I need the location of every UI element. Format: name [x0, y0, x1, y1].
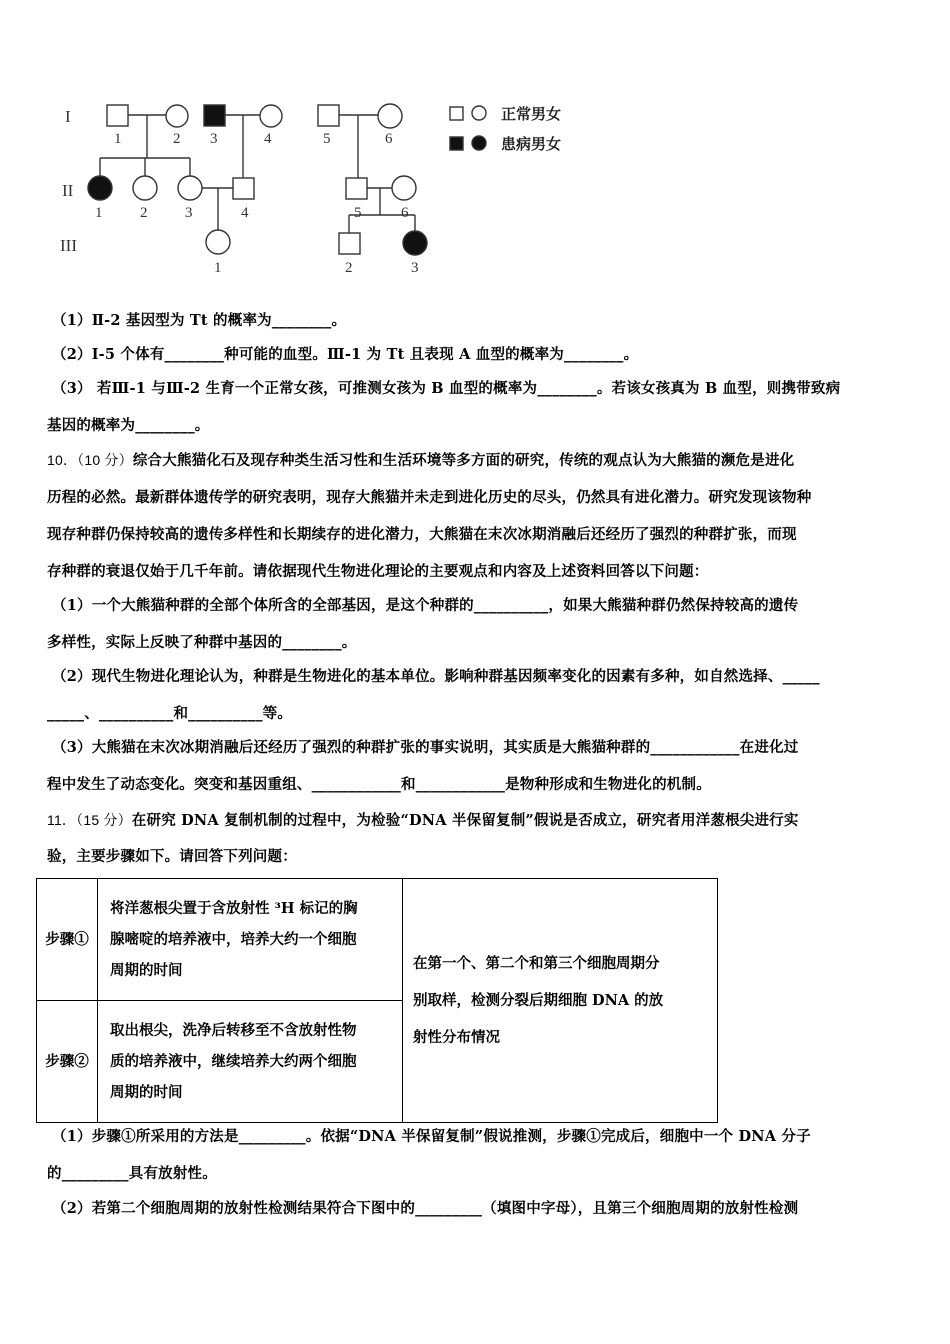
III-3-female-affected: [403, 231, 427, 255]
I-5-male: [318, 105, 339, 126]
q9-part3-line2: 基因的概率为________。: [47, 417, 210, 434]
step2-line: 周期的时间: [110, 1084, 183, 1101]
legend-normal-label: 正常男女: [501, 105, 562, 123]
I-6-female: [378, 104, 402, 128]
step1-line: 腺嘧啶的培养液中，培养大约一个细胞: [110, 931, 357, 948]
step1-content: [98, 879, 403, 1001]
step2-content: [98, 1001, 403, 1123]
id-label: 5: [323, 131, 331, 147]
id-label: 2: [140, 205, 148, 221]
detection-line: 在第一个、第二个和第三个细胞周期分: [413, 955, 660, 972]
I-3-male-affected: [204, 105, 225, 126]
id-label: 6: [385, 131, 393, 147]
II-4-male: [233, 178, 254, 199]
pedigree-diagram: [40, 90, 600, 285]
q11-number: 11．（15 分）: [47, 812, 132, 828]
q10-intro-text: 综合大熊猫化石及现存种类生活习性和生活环境等多方面的研究，传统的观点认为大熊猫的濒危是进化: [132, 452, 795, 469]
II-6-female: [392, 176, 416, 200]
legend-normal-female-icon: [472, 106, 486, 120]
I-1-male: [107, 105, 128, 126]
q11-intro-text: 在研究 DNA 复制机制的过程中，为检验“DNA 半保留复制”假说是否成立，研究者用洋葱根尖进行实: [131, 812, 799, 829]
step2-line: 取出根尖，洗净后转移至不含放射性物: [110, 1022, 357, 1039]
q10-part2-line2: _____、__________和__________等。: [47, 705, 293, 722]
id-label: 3: [210, 131, 218, 147]
q10-number: 10．（10 分）: [47, 452, 133, 468]
II-3-female: [178, 176, 202, 200]
q9-part2: （2）Ⅰ-5 个体有________种可能的血型。Ⅲ-1 为 Tt 且表现 A 血型的概率为________。: [52, 346, 639, 363]
q10-part1-line1: （1）一个大熊猫种群的全部个体所含的全部基因，是这个种群的__________，如果大熊猫种群仍然保持较高的遗传: [52, 597, 799, 614]
step2-line: 质的培养液中，继续培养大约两个细胞: [110, 1053, 357, 1070]
III-2-male: [339, 233, 360, 254]
id-label: 6: [401, 205, 409, 221]
experiment-steps-table: [36, 878, 718, 1123]
q9-part1: （1）Ⅱ-2 基因型为 Tt 的概率为________。: [52, 312, 347, 329]
q10-intro-line1: [47, 450, 917, 471]
II-5-male: [346, 178, 367, 199]
q11-part1-line2: 的_________具有放射性。: [47, 1165, 217, 1182]
q10-intro-line4: 存种群的衰退仅始于几千年前。请依据现代生物进化理论的主要观点和内容及上述资料回答以下问题：: [47, 563, 709, 580]
legend-affected-male-icon: [450, 137, 463, 150]
detection-line: 别取样，检测分裂后期细胞 DNA 的放: [413, 992, 664, 1009]
q10-part1-line2: 多样性，实际上反映了种群中基因的________。: [47, 634, 357, 651]
id-label: 3: [411, 260, 419, 276]
gen-label: I: [65, 107, 71, 126]
detection-line: 射性分布情况: [413, 1029, 500, 1046]
id-label: 3: [185, 205, 193, 221]
legend-normal-male-icon: [450, 107, 463, 120]
q9-part3-line1: （3） 若Ⅲ-1 与Ⅲ-2 生育一个正常女孩，可推测女孩为 B 血型的概率为________。若该女孩真为 B 血型，则携带致病: [52, 380, 841, 397]
q11-intro-line1: [47, 810, 917, 831]
gen-label: III: [60, 236, 77, 255]
q11-part2-line1: （2）若第二个细胞周期的放射性检测结果符合下图中的_________（填图中字母），且第三个细胞周期的放射性检测: [52, 1200, 799, 1217]
step1-line: 将洋葱根尖置于含放射性 ³H 标记的胸: [110, 900, 358, 917]
q10-part3-line2: 程中发生了动态变化。突变和基因重组、____________和____________是物种形成和生物进化的机制。: [47, 776, 711, 793]
id-label: 4: [241, 205, 249, 221]
II-1-female-affected: [88, 176, 112, 200]
table-row: [37, 879, 718, 1001]
id-label: 1: [214, 260, 222, 276]
legend-affected-label: 患病男女: [501, 135, 562, 153]
step1-label: 步骤①: [37, 879, 98, 1001]
I-2-female: [166, 105, 188, 127]
q10-intro-line2: 历程的必然。最新群体遗传学的研究表明，现存大熊猫并未走到进化历史的尽头，仍然具有进化潜力。研究发现该物种: [47, 489, 812, 506]
q10-intro-line3: 现存种群仍保持较高的遗传多样性和长期续存的进化潜力，大熊猫在末次冰期消融后还经历了强烈的种群扩张，而现: [47, 526, 797, 543]
id-label: 2: [173, 131, 181, 147]
legend-affected-female-icon: [472, 136, 486, 150]
id-label: 4: [264, 131, 272, 147]
id-label: 1: [95, 205, 103, 221]
q11-intro-line2: 验，主要步骤如下。请回答下列问题：: [47, 848, 297, 865]
II-2-female: [133, 176, 157, 200]
step1-line: 周期的时间: [110, 962, 183, 979]
q10-part2-line1: （2）现代生物进化理论认为，种群是生物进化的基本单位。影响种群基因频率变化的因素有多种，如自然选择、_____: [52, 668, 820, 685]
id-label: 1: [114, 131, 122, 147]
I-4-female: [260, 105, 282, 127]
III-1-female: [206, 230, 230, 254]
detection-content: [403, 879, 718, 1123]
gen-label: II: [62, 181, 74, 200]
step2-label: 步骤②: [37, 1001, 98, 1123]
q10-part3-line1: （3）大熊猫在末次冰期消融后还经历了强烈的种群扩张的事实说明，其实质是大熊猫种群的____________在进化过: [52, 739, 799, 756]
id-label: 2: [345, 260, 353, 276]
id-label: 5: [354, 205, 362, 221]
q11-part1-line1: （1）步骤①所采用的方法是_________。依据“DNA 半保留复制”假说推测，步骤①完成后，细胞中一个 DNA 分子: [52, 1128, 811, 1145]
